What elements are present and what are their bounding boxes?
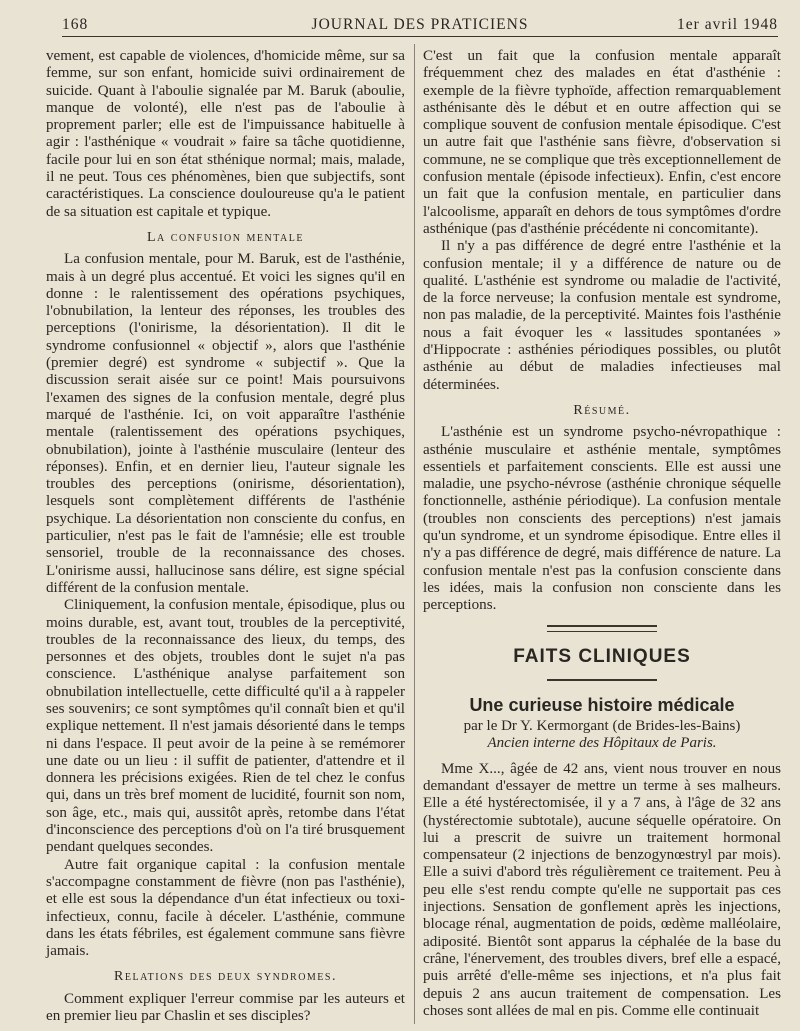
- paragraph: L'asthénie est un syndrome psycho-névropathique : asthénie musculaire et asthénie mentale, symptômes essentiels et parfaitement conscients. Elle est aussi une maladie, une psycho-névrose (asthénie chronique séquelle fonctionnelle, asthénie périodique). La confusion mentale (troubles non conscients des perceptions) n'est jamais qu'un syndrome, et un syndrome épisodique. Entre elles il n'y a pas différence de degré, mais différence de nature. La confusion mentale n'est pas la confusion consciente dans les idées, mais la confusion non consciente dans les perceptions.: [423, 424, 781, 614]
- paragraph: Autre fait organique capital : la confusion mentale s'accompagne constamment de fièvre (non pas l'asthénie), et elle est sous la dépendance d'un état infectieux ou toxi-infectieux, connu, facile à déceler. L'asthénie, commune dans les états fébriles, est également commune sans fièvre jamais.: [46, 856, 405, 960]
- journal-title: JOURNAL DES PRATICIENS: [311, 16, 529, 33]
- paragraph: Comment expliquer l'erreur commise par les auteurs et en premier lieu par Chaslin et ses disciples?: [46, 990, 405, 1025]
- article-byline: par le Dr Y. Kermorgant (de Brides-les-Bains): [463, 718, 741, 735]
- right-column: [423, 48, 781, 1020]
- paragraph: Cliniquement, la confusion mentale, épisodique, plus ou moins durable, est, avant tout, troubles de la perceptivité, troubles de la reconnaissance des lieux, du temps, des personnes et des objets, troubles dont le sujet n'a pas conscience. L'asthénique analyse parfaitement son obnubilation intellectuelle, cette difficulté qu'il a à rappeler ses souvenirs; ce sont symptômes qu'il connaît bien et qu'il explique nettement. Il n'est jamais désorienté dans le temps ni dans l'espace. Il peut avoir de la peine à se remémorer une date ou un lieu : il suffit de patienter, d'attendre et il donnera les précisions exigées. Rien de tel chez le confus qui, dans un très bref moment de lucidité, fournit son nom, son âge, etc., mais qui, aussitôt après, retombe dans l'état d'inconscience des perceptions d'où on l'a tiré brusquement pendant quelques secondes.: [46, 597, 405, 856]
- column-divider: [414, 44, 415, 1024]
- rubric-title: FAITS CLINIQUES: [513, 645, 691, 667]
- paragraph: C'est un fait que la confusion mentale apparaît fréquemment chez des malades en état d'asthénie : exemple de la fièvre typhoïde, affection remarquablement asthénisante dès le début et en outre affection qui se complique souvent de confusion mentale épisodique. C'est un autre fait que l'asthénie sans fièvre, d'observation si commune, ne se complique que très exceptionnellement de confusion mentale (épisode infectieux). Enfin, c'est encore un fait que la confusion mentale, en particulier dans l'alcoolisme, apparaît en dehors de tous symptômes d'ordre asthénique (pas d'asthénie précédente ni concomitante).: [423, 48, 781, 237]
- paragraph: vement, est capable de violences, d'homicide même, sur sa femme, sur son enfant, homicide suivi ordinairement de suicide. Quant à l'aboulie signalée par M. Baruk (aboulie, manque de volonté), elle n'est pas de l'aboulie à proprement parler; elle est de l'impuissance habituelle à agir : l'asthénique « voudrait » faire sa tâche quotidienne, facile pour lui en son état sthénique normal; mais, malade, il ne peut. Tous ces phénomènes, bien que subjectifs, sont caractéristiques. La conscience douloureuse qu'a le patient de sa situation est capitale et typique.: [46, 48, 405, 220]
- paragraph: La confusion mentale, pour M. Baruk, est de l'asthénie, mais à un degré plus accentué. Et voici les signes qu'il en donne : le ralentissement des opérations psychiques, l'obnubilation, la lenteur des réponses, les troubles des perceptions (l'onirisme, la désorientation). Il dit le syndrome confusionnel « objectif », alors que l'asthénie (premier degré) est syndrome « subjectif ». Que la discussion serait aisée sur ce point! Mais poursuivons l'examen des signes de la confusion mentale, degré plus marqué de l'asthénie. Ici, on voit apparaître l'asthénie mentale (ralentissement des opérations psychiques, obnubilation), jointe à l'asthénie musculaire (lenteur des réponses). Enfin, et en dernier lieu, l'auteur signale les troubles des perceptions (onirisme, désorientation), lesquels sont complètement différents de l'asthénie psychique. La désorientation non consciente du confus, en particulier, n'est pas le fait de l'amnésie; elle est trouble sensoriel, trouble de la reconnaissance des choses. L'onirisme aussi, hallucinose sans délire, est signe spécial différent de la confusion mentale.: [46, 251, 405, 596]
- page-header: [62, 6, 778, 37]
- section-heading: Résumé.: [573, 402, 631, 418]
- page-number: 168: [62, 16, 89, 33]
- section-rule: [547, 679, 657, 683]
- section-heading: Relations des deux syndromes.: [114, 969, 337, 985]
- left-column: [46, 48, 405, 1025]
- author-affiliation: Ancien interne des Hôpitaux de Paris.: [487, 735, 717, 752]
- section-rule: [547, 625, 657, 632]
- issue-date: 1er avril 1948: [677, 16, 778, 33]
- article-title: Une curieuse histoire médicale: [469, 694, 735, 715]
- paragraph: Mme X..., âgée de 42 ans, vient nous trouver en nous demandant d'essayer de mettre un terme à ses malheurs. Elle a été hystérectomisée, il y a 7 ans, à l'âge de 32 ans (hystérectomie subtotale), aucune séquelle opératoire. On lui a prescrit de suivre un traitement hormonal compensateur (2 injections de benzogynœstryl par mois). Elle a suivi d'abord très régulièrement ce traitement. Peu à peu elle s'est rendu compte qu'elle ne supportait pas ces injections. Sensation de gonflement après les injections, blocage rénal, augmentation de poids, œdème malléolaire, adiposité. Bientôt sont apparus la céphalée de la base du crâne, l'énervement, des troubles divers, bref elle a espacé, puis arrêté d'elle-même ses injections, et n'a plus fait depuis 2 ans aucun traitement de compensation. Les choses sont allées de mal en pis. Comme elle continuait: [423, 760, 781, 1019]
- paragraph: Il n'y a pas différence de degré entre l'asthénie et la confusion mentale; il y a différence de nature ou de qualité. L'asthénie est syndrome ou maladie de l'activité, de la force nerveuse; la confusion mentale est syndrome, non pas maladie, de la perceptivité. Maintes fois l'asthénie nous a fait évoquer les « lassitudes spontanées » d'Hippocrate : asthénies périodiques possibles, ou plutôt asthénie au début de maladies infectieuses mal déterminées.: [423, 238, 781, 393]
- section-heading: La confusion mentale: [147, 229, 304, 245]
